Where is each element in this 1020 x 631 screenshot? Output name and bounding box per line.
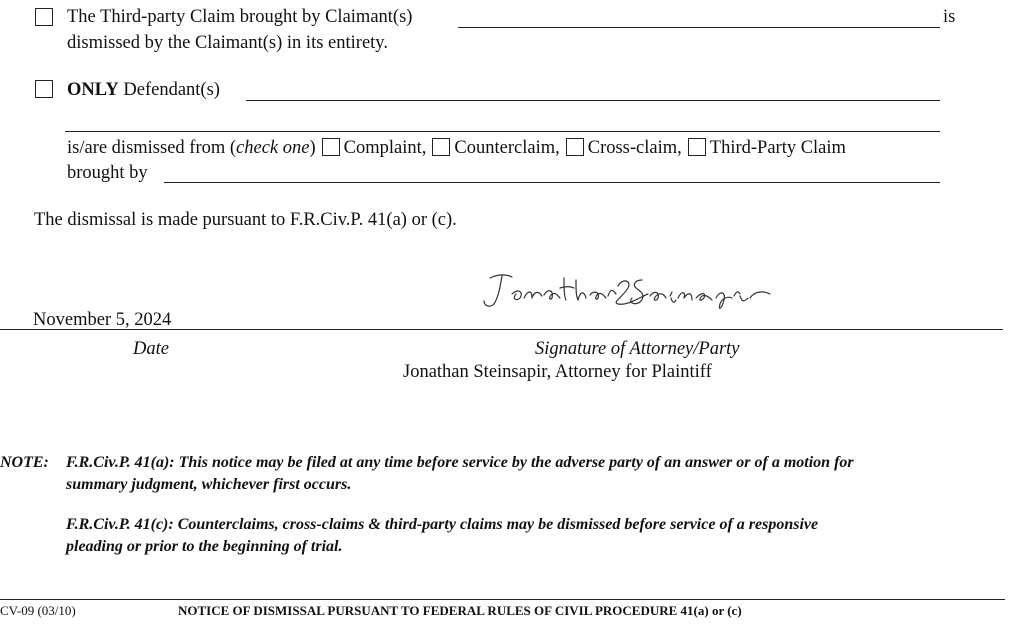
date-line[interactable] — [0, 329, 338, 330]
form-id: CV-09 (03/10) — [0, 603, 76, 618]
complaint-label: Complaint, — [343, 138, 427, 158]
third-party-claim-text: The Third-party Claim brought by Claimant(s) — [67, 7, 413, 27]
note-para1-line2: summary judgment, whichever first occurs. — [66, 476, 352, 493]
third-party-claim-line2: dismissed by the Claimant(s) in its entirety. — [67, 33, 388, 53]
date-value: November 5, 2024 — [33, 310, 172, 330]
defendants-label: Defendant(s) — [118, 80, 220, 100]
footer-rule — [0, 599, 1005, 600]
dismissed-from-row — [67, 137, 846, 159]
brought-by-line[interactable] — [164, 182, 940, 183]
note-label: NOTE: — [0, 454, 49, 471]
close-paren: ) — [309, 138, 316, 158]
cross-claim-checkbox[interactable] — [566, 138, 584, 156]
defendant-name-line[interactable] — [246, 100, 940, 101]
third-party-claim-option-checkbox[interactable] — [688, 138, 706, 156]
signature-label: Signature of Attorney/Party — [535, 339, 740, 359]
third-party-claim-is: is — [943, 7, 956, 27]
only-label: ONLY — [67, 80, 119, 100]
check-one-text: check one — [236, 138, 310, 158]
note-para2-line2: pleading or prior to the beginning of trial. — [66, 538, 343, 555]
only-defendants-text — [67, 79, 220, 101]
signer-name: Jonathan Steinsapir, Attorney for Plaintiff — [403, 362, 712, 382]
date-label: Date — [133, 339, 169, 359]
footer-title: NOTICE OF DISMISSAL PURSUANT TO FEDERAL RULES OF CIVIL PROCEDURE 41(a) or (c) — [178, 603, 742, 618]
complaint-checkbox[interactable] — [322, 138, 340, 156]
note-para2-line1: F.R.Civ.P. 41(c): Counterclaims, cross-claims & third-party claims may be dismissed before service of a responsive — [66, 516, 819, 533]
brought-by-label: brought by — [67, 163, 148, 183]
counterclaim-checkbox[interactable] — [432, 138, 450, 156]
only-defendants-checkbox[interactable] — [35, 80, 53, 98]
claimant-name-line[interactable] — [458, 27, 940, 28]
third-party-claim-option-label: Third-Party Claim — [709, 138, 846, 158]
defendant-name-line-2[interactable] — [65, 131, 940, 132]
pursuant-text: The dismissal is made pursuant to F.R.Civ.P. 41(a) or (c). — [34, 210, 457, 230]
note-para1-line1: F.R.Civ.P. 41(a): This notice may be filed at any time before service by the adverse party of an answer or of a motion for — [66, 454, 854, 471]
third-party-claim-checkbox[interactable] — [35, 8, 53, 26]
signature-line[interactable] — [338, 329, 1003, 330]
counterclaim-label: Counterclaim, — [454, 138, 560, 158]
cross-claim-label: Cross-claim, — [587, 138, 682, 158]
signature-image — [472, 268, 782, 318]
dismissed-from-text: is/are dismissed from ( — [67, 138, 237, 158]
